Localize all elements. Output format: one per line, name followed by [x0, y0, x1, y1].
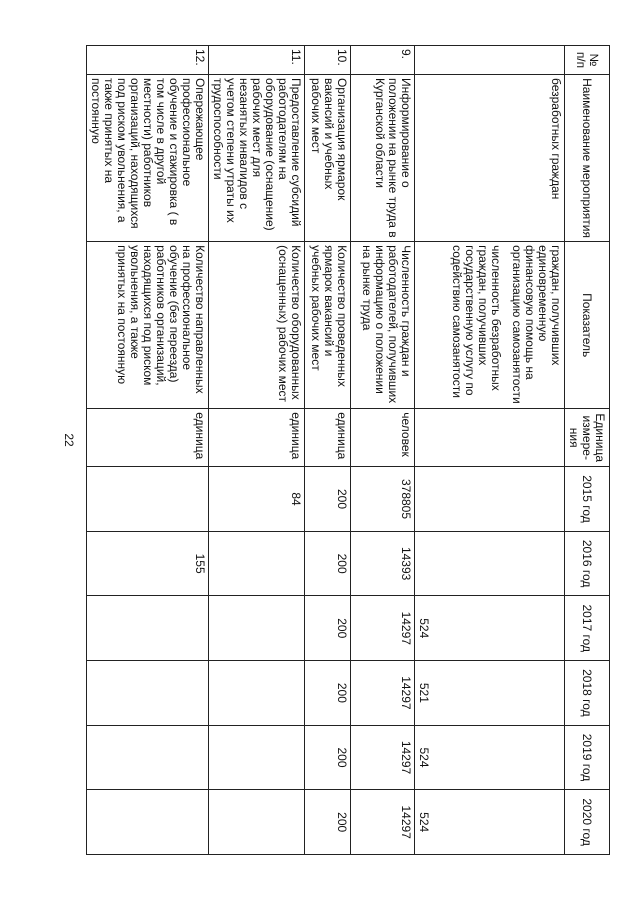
- row-unit: единица: [209, 409, 305, 467]
- row-value-2019: 14297: [351, 725, 415, 790]
- row-value-2017: [87, 596, 209, 661]
- row-num: 9.: [351, 46, 415, 75]
- row-indicator: Количество проведенных ярмарок вакансий и учебных рабочих мест: [305, 242, 351, 409]
- row-num: [415, 46, 565, 75]
- row-value-2015: 84: [209, 467, 305, 532]
- row-value-2015: 200: [305, 467, 351, 532]
- table-row: [351, 46, 415, 855]
- col-header-2017: 2017 год: [565, 596, 610, 661]
- row-value-2019: 524: [415, 725, 565, 790]
- row-value-2020: 524: [415, 790, 565, 855]
- row-indicator: Количество оборудованных (оснащенных) рабочих мест: [209, 242, 305, 409]
- row-measure-name: безработных граждан: [415, 74, 565, 241]
- row-value-2018: [209, 661, 305, 726]
- row-value-2018: [87, 661, 209, 726]
- col-header-2019: 2019 год: [565, 725, 610, 790]
- col-header-2018: 2018 год: [565, 661, 610, 726]
- col-header-2016: 2016 год: [565, 531, 610, 596]
- row-value-2018: 200: [305, 661, 351, 726]
- row-num: 12.: [87, 46, 209, 75]
- col-header-2020: 2020 год: [565, 790, 610, 855]
- measures-table: [86, 45, 610, 855]
- rotated-table-container: [80, 45, 610, 855]
- table-row: [87, 46, 209, 855]
- col-header-name: Наименование мероприятия: [565, 74, 610, 241]
- row-value-2016: 14393: [351, 531, 415, 596]
- header-row: [565, 46, 610, 855]
- row-indicator: Количество направленных на профессиональное обучение (без переезда) работников организаций, находящихся под риском увольнения, а также принятых на постоянную: [87, 242, 209, 409]
- row-num: 11.: [209, 46, 305, 75]
- row-unit: [415, 409, 565, 467]
- row-value-2016: [415, 531, 565, 596]
- row-value-2018: 521: [415, 661, 565, 726]
- row-value-2016: [209, 531, 305, 596]
- row-value-2020: 14297: [351, 790, 415, 855]
- row-value-2020: 200: [305, 790, 351, 855]
- row-value-2018: 14297: [351, 661, 415, 726]
- row-value-2017: [209, 596, 305, 661]
- col-header-unit: Единица измере-ния: [565, 409, 610, 467]
- row-value-2017: 14297: [351, 596, 415, 661]
- row-value-2016: 155: [87, 531, 209, 596]
- row-value-2017: 524: [415, 596, 565, 661]
- row-unit: человек: [351, 409, 415, 467]
- row-value-2016: 200: [305, 531, 351, 596]
- col-header-2015: 2015 год: [565, 467, 610, 532]
- row-num: 10.: [305, 46, 351, 75]
- row-value-2020: [209, 790, 305, 855]
- row-indicator: Численность граждан и работодателей, получивших информацию о положении на рынке труда: [351, 242, 415, 409]
- row-value-2017: 200: [305, 596, 351, 661]
- row-value-2019: 200: [305, 725, 351, 790]
- page-number: 22: [62, 433, 76, 447]
- row-unit: единица: [305, 409, 351, 467]
- indicator-text: граждан, получивших единовременную финансовую помощь на организацию самозанятости: [510, 245, 563, 404]
- row-value-2020: [87, 790, 209, 855]
- col-header-num: № п/п: [565, 46, 610, 75]
- table-row: [305, 46, 351, 855]
- table-row: [209, 46, 305, 855]
- row-measure-name: Информирование о положении на рынке труда в Курганской области: [351, 74, 415, 241]
- row-value-2015: [415, 467, 565, 532]
- row-value-2015: [87, 467, 209, 532]
- row-indicator: [415, 242, 565, 409]
- row-unit: единица: [87, 409, 209, 467]
- indicator-text: численность безработных граждан, получивших государственную услугу по содействию самозанятости: [450, 245, 503, 398]
- row-measure-name: Предоставление субсидий работодателям на оборудование (оснащение) рабочих мест для незанятых инвалидов с учетом степени утраты их трудоспособности: [209, 74, 305, 241]
- col-header-indicator: Показатель: [565, 242, 610, 409]
- row-measure-name: Опережающее профессиональное обучение и стажировка ( в том числе в другой местности) работников организаций, находящихся под риском увольнения, а также принятых на постоянную: [87, 74, 209, 241]
- row-value-2019: [209, 725, 305, 790]
- row-value-2019: [87, 725, 209, 790]
- table-row: [415, 46, 565, 855]
- row-measure-name: Организация ярмарок вакансий и учебных рабочих мест: [305, 74, 351, 241]
- row-value-2015: 378805: [351, 467, 415, 532]
